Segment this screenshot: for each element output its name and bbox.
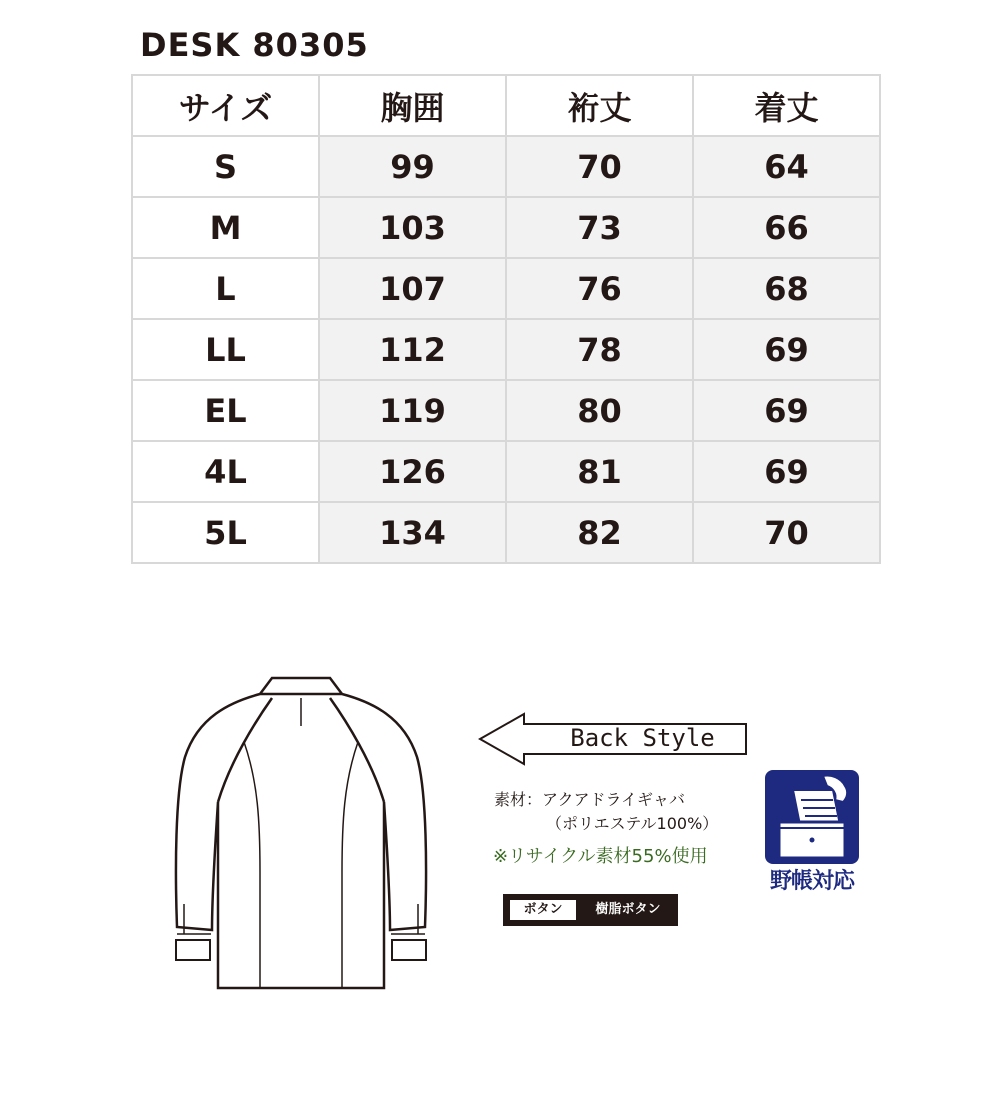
header-chest: 胸囲 bbox=[319, 75, 506, 136]
cell-sleeve: 73 bbox=[506, 197, 693, 258]
header-sleeve: 裄丈 bbox=[506, 75, 693, 136]
left-cuff bbox=[176, 940, 210, 960]
table-row bbox=[132, 258, 880, 319]
product-code: DESK 80305 bbox=[140, 26, 369, 64]
right-cuff bbox=[392, 940, 426, 960]
table-row bbox=[132, 136, 880, 197]
table-row bbox=[132, 380, 880, 441]
material-line-2: （ポリエステル100%） bbox=[546, 814, 719, 833]
cell-chest: 99 bbox=[319, 136, 506, 197]
cell-length: 69 bbox=[693, 319, 880, 380]
cell-chest: 119 bbox=[319, 380, 506, 441]
cell-chest: 107 bbox=[319, 258, 506, 319]
table-row bbox=[132, 319, 880, 380]
cell-size: 4L bbox=[132, 441, 319, 502]
cell-sleeve: 81 bbox=[506, 441, 693, 502]
table-row bbox=[132, 441, 880, 502]
cell-size: M bbox=[132, 197, 319, 258]
cell-sleeve: 76 bbox=[506, 258, 693, 319]
table-header-row bbox=[132, 75, 880, 136]
header-length: 着丈 bbox=[693, 75, 880, 136]
cell-length: 64 bbox=[693, 136, 880, 197]
body-outline bbox=[176, 694, 426, 988]
table-row bbox=[132, 197, 880, 258]
button-spec-value: 樹脂ボタン bbox=[595, 902, 661, 917]
cell-chest: 126 bbox=[319, 441, 506, 502]
cell-sleeve: 82 bbox=[506, 502, 693, 563]
table-row bbox=[132, 502, 880, 563]
cell-size: EL bbox=[132, 380, 319, 441]
cell-size: 5L bbox=[132, 502, 319, 563]
cell-sleeve: 80 bbox=[506, 380, 693, 441]
cell-size: L bbox=[132, 258, 319, 319]
cell-size: LL bbox=[132, 319, 319, 380]
back-style-label: Back Style bbox=[570, 724, 715, 752]
cell-length: 69 bbox=[693, 380, 880, 441]
material-line-1: 素材：アクアドライギャバ bbox=[494, 790, 686, 809]
cell-size: S bbox=[132, 136, 319, 197]
notebook-pocket-icon bbox=[765, 770, 859, 864]
cell-chest: 112 bbox=[319, 319, 506, 380]
cell-length: 69 bbox=[693, 441, 880, 502]
cell-length: 66 bbox=[693, 197, 880, 258]
cell-length: 70 bbox=[693, 502, 880, 563]
cell-sleeve: 78 bbox=[506, 319, 693, 380]
button-spec-tag bbox=[503, 894, 678, 926]
shirt-back-illustration bbox=[160, 672, 440, 992]
size-table bbox=[131, 74, 881, 564]
button-spec-label: ボタン bbox=[510, 900, 576, 920]
cell-length: 68 bbox=[693, 258, 880, 319]
notebook-pocket-label: 野帳対応 bbox=[769, 869, 854, 894]
material-info bbox=[494, 788, 718, 836]
header-size: サイズ bbox=[132, 75, 319, 136]
cell-chest: 134 bbox=[319, 502, 506, 563]
cell-chest: 103 bbox=[319, 197, 506, 258]
cell-sleeve: 70 bbox=[506, 136, 693, 197]
recycle-note: ※リサイクル素材55%使用 bbox=[493, 846, 708, 867]
